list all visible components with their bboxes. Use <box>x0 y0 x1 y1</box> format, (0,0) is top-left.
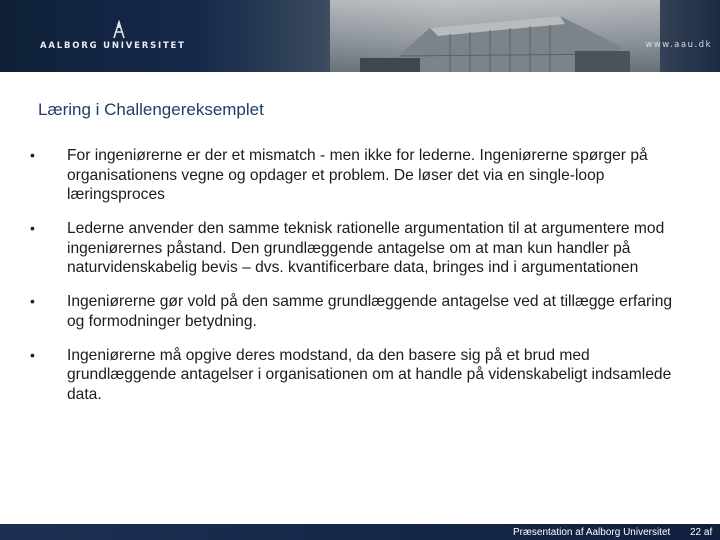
building-photo-icon <box>360 6 630 72</box>
footer-presentation-text: Præsentation af Aalborg Universitet <box>513 527 671 538</box>
bullet-item <box>30 219 680 278</box>
bullet-dot: • <box>30 293 35 309</box>
university-logo-text: AALBORG UNIVERSITET <box>40 41 186 51</box>
page-number: 22 af <box>690 527 713 538</box>
bullet-dot: • <box>30 147 35 163</box>
footer-bar <box>0 524 720 540</box>
bullet-list <box>30 146 680 419</box>
bullet-item <box>30 346 680 405</box>
bullet-text: Ingeniørerne gør vold på den samme grundlæggende antagelse ved at tillægge erfaring og formodninger betydning. <box>67 293 673 330</box>
bullet-text: Ingeniørerne må opgive deres modstand, da den basere sig på et brud med grundlæggende antagelser i organisationen om at handle på videnskabeligt indsamlede data. <box>67 346 672 403</box>
slide-title: Læring i Challengereksemplet <box>38 100 264 119</box>
bullet-dot: • <box>30 220 35 236</box>
bullet-dot: • <box>30 346 35 363</box>
bullet-item <box>30 146 680 205</box>
header-banner <box>0 0 720 72</box>
bullet-text: Lederne anvender den samme teknisk rationelle argumentation til at argumentere mod ingeniørernes påstand. Den grundlæggende antagelse om at man kun handler på naturvidenskabelig bevis – dvs. kvantificerbare data, bringes ind i argumentationen <box>67 220 665 276</box>
university-logo-icon <box>112 20 126 40</box>
website-url: www.aau.dk <box>645 40 712 50</box>
bullet-item <box>30 292 680 331</box>
bullet-text: For ingeniørerne er der et mismatch - men ikke for lederne. Ingeniørerne spørger på organisationens vegne og opdager et problem. De løser det via en single-loop læringsproces <box>67 147 648 203</box>
